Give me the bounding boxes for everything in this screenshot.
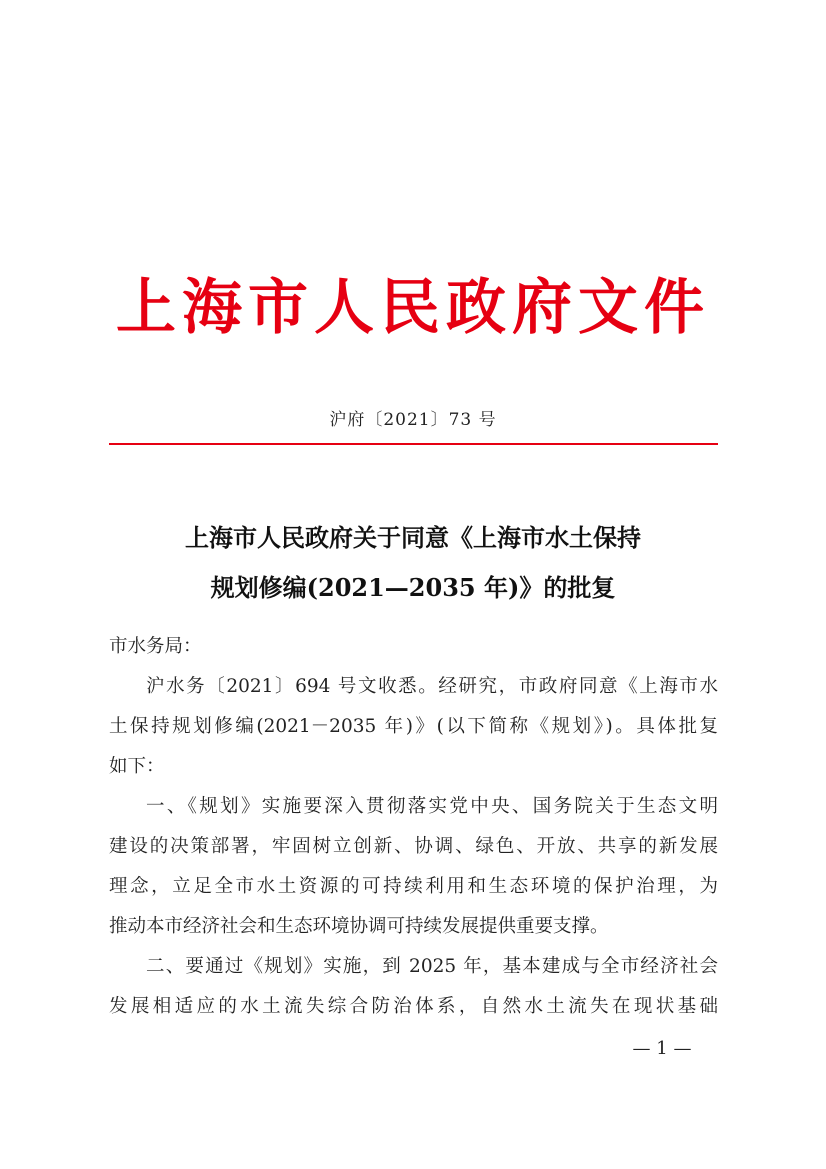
salutation: 市水务局：	[109, 636, 202, 657]
paragraph-1-line: 沪水务〔2021〕694 号文收悉。经研究，市政府同意《上海市水	[146, 676, 718, 697]
paragraph-1-line: 如下：	[109, 756, 165, 777]
paragraph-3-line: 发展相适应的水土流失综合防治体系，自然水土流失在现状基础	[109, 996, 718, 1017]
page-number: — 1 —	[632, 1038, 692, 1059]
paragraph-2-line: 一、《规划》实施要深入贯彻落实党中央、国务院关于生态文明	[146, 796, 718, 817]
document-title	[0, 513, 826, 613]
paragraph-2-line: 推动本市经济社会和生态环境协调可持续发展提供重要支撑。	[109, 916, 609, 937]
paragraph-3-line: 二、要通过《规划》实施，到 2025 年，基本建成与全市经济社会	[146, 956, 718, 977]
document-title-line-1: 上海市人民政府关于同意《上海市水土保持	[185, 523, 641, 552]
paragraph-1-line: 土保持规划修编(2021－2035 年)》(以下简称《规划》)。具体批复	[109, 716, 718, 737]
paragraph-2-line: 建设的决策部署，牢固树立创新、协调、绿色、开放、共享的新发展	[109, 836, 718, 857]
document-body	[109, 627, 718, 1027]
masthead-title: 上海市人民政府文件	[116, 273, 710, 343]
document-number: 沪府〔2021〕73 号	[329, 410, 497, 430]
paragraph-2-line: 理念，立足全市水土资源的可持续利用和生态环境的保护治理，为	[109, 876, 718, 897]
red-separator-line	[109, 443, 718, 445]
document-title-line-2: 规划修编(2021—2035 年)》的批复	[210, 573, 616, 602]
